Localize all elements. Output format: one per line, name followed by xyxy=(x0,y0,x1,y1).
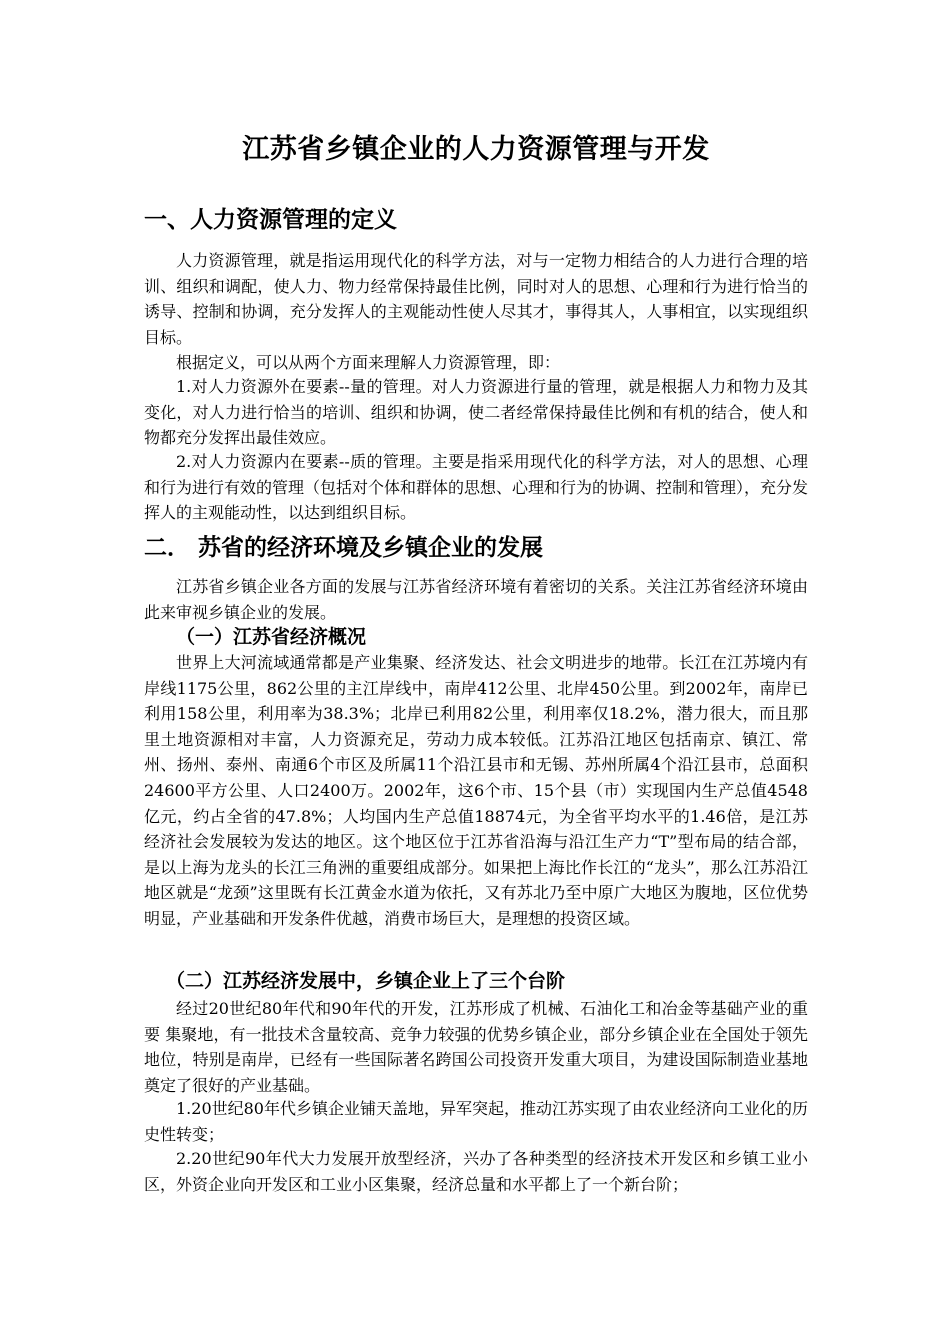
section1-paragraph-3: 1.对人力资源外在要素--量的管理。对人力资源进行量的管理，就是根据人力和物力及其变化，对人力进行恰当的培训、组织和协调，使二者经常保持最佳比例和有机的结合，使人和物都充分发挥出最佳效应。 xyxy=(144,377,808,448)
section2-sub2-paragraph-3: 2.20世纪90年代大力发展开放型经济，兴办了各种类型的经济技术开发区和乡镇工业小区，外资企业向开发区和工业小区集聚，经济总量和水平都上了一个新台阶； xyxy=(144,1149,808,1194)
section1-heading: 一、人力资源管理的定义 xyxy=(144,207,397,233)
section2-intro: 江苏省乡镇企业各方面的发展与江苏省经济环境有着密切的关系。关注江苏省经济环境由此来审视乡镇企业的发展。 xyxy=(144,577,808,622)
section2-sub2-paragraph-1: 经过20世纪80年代和90年代的开发，江苏形成了机械、石油化工和冶金等基础产业的重要 集聚地，有一批技术含量较高、竞争力较强的优势乡镇企业，部分乡镇企业在全国处于领先地位，特别是南岸，已经有一些国际著名跨国公司投资开发重大项目，为建设国际制造业基地奠定了很好的产业基础。 xyxy=(144,999,808,1095)
section2-heading: 二． 苏省的经济环境及乡镇企业的发展 xyxy=(144,535,544,561)
section1-paragraph-4: 2.对人力资源内在要素--质的管理。主要是指采用现代化的科学方法，对人的思想、心理和行为进行有效的管理（包括对个体和群体的思想、心理和行为的协调、控制和管理），充分发挥人的主观能动性，以达到组织目标。 xyxy=(144,452,809,523)
section1-paragraph-2: 根据定义，可以从两个方面来理解人力资源管理，即： xyxy=(176,353,561,372)
section2-sub1-heading: （一）江苏省经济概况 xyxy=(176,626,367,648)
document-title: 江苏省乡镇企业的人力资源管理与开发 xyxy=(242,134,710,165)
section2-sub2-heading: （二）江苏经济发展中，乡镇企业上了三个台阶 xyxy=(166,970,566,992)
section2-sub1-paragraph: 世界上大河流域通常都是产业集聚、经济发达、社会文明进步的地带。长江在江苏境内有岸线1175公里，862公里的主江岸线中，南岸412公里、北岸450公里。到2002年，南岸已利用158公里，利用率为38.3%；北岸已利用82公里，利用率仅18.2%，潜力很大，而且那里土地资源相对丰富，人力资源充足，劳动力成本较低。江苏沿江地区包括南京、镇江、常州、扬州、泰州、南通6个市区及所属11个沿江县市和无锡、苏州所属4个沿江县市，总面积24600平方公里、人口2400万。2002年，这6个市、15个县（市）实现国内生产总值4548亿元，约占全省的47.8%；人均国内生产总值18874元，为全省平均水平的1.46倍，是江苏经济社会发展较为发达的地区。这个地区位于江苏省沿海与沿江生产力“T”型布局的结合部，是以上海为龙头的长江三角洲的重要组成部分。如果把上海比作长江的“龙头”，那么江苏沿江地区就是“龙颈”这里既有长江黄金水道为依托，又有苏北乃至中原广大地区为腹地，区位优势明显，产业基础和开发条件优越，消费市场巨大，是理想的投资区域。 xyxy=(144,653,808,928)
section1-paragraph-1: 人力资源管理，就是指运用现代化的科学方法，对与一定物力相结合的人力进行合理的培训、组织和调配，使人力、物力经常保持最佳比例，同时对人的思想、心理和行为进行恰当的诱导、控制和协调，充分发挥人的主观能动性使人尽其才，事得其人，人事相宜，以实现组织目标。 xyxy=(144,251,808,347)
section2-sub2-paragraph-2: 1.20世纪80年代乡镇企业铺天盖地，异军突起，推动江苏实现了由农业经济向工业化的历史性转变； xyxy=(144,1099,808,1144)
